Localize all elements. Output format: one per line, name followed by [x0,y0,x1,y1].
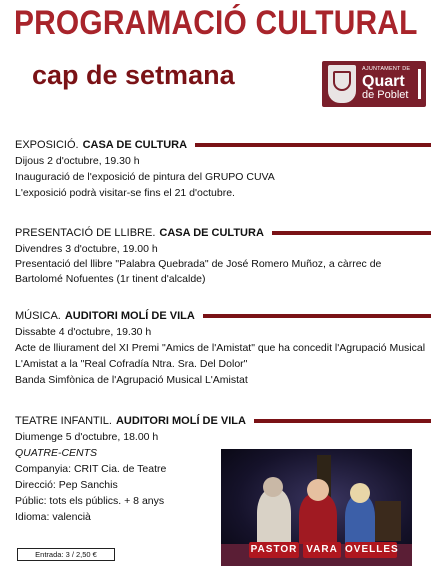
actor-right [345,495,375,549]
logo-line-1: AJUNTAMENT DE [362,66,411,73]
section-venue: CASA DE CULTURA [159,227,264,239]
section-musica [15,308,435,388]
theatre-photo [221,449,412,566]
ajuntament-logo [322,61,426,107]
section-heading [15,308,435,324]
section-venue: CASA DE CULTURA [82,139,188,151]
event-description: Inauguració de l'exposició de pintura del GRUPO CUVA [15,171,275,183]
sign-ovelles: OVELLES [345,542,397,558]
section-heading [15,225,435,241]
event-description: Acte de lliurament del XI Premi "Amics de l'Amistat" que ha concedit l'Agrupació Musical [15,342,426,354]
section-kind: PRESENTACIÓ DE LLIBRE. [15,227,156,239]
coat-of-arms-icon [328,65,356,103]
page-subtitle: cap de setmana [32,60,235,90]
play-language: Idioma: valencià [15,511,91,523]
logo-bar [418,69,421,99]
actor-left-head [263,477,283,497]
sign-vara: VARA [303,542,341,558]
actor-center [299,493,337,549]
event-note: L'exposició podrà visitar-se fins el 21 d'octubre. [15,187,235,199]
section-kind: MÚSICA. [15,310,61,322]
play-company: Companyia: CRIT Cia. de Teatre [15,463,167,475]
section-venue: AUDITORI MOLÍ DE VILA [64,310,195,322]
page-title: PROGRAMACIÓ CULTURAL [14,4,418,42]
play-audience: Públic: tots els públics. + 8 anys [15,495,165,507]
chair-prop [375,501,401,541]
section-exposicio [15,137,435,201]
section-rule [203,314,431,318]
event-date: Diumenge 5 d'octubre, 18.00 h [15,431,159,443]
event-description: L'Amistat a la "Real Cofradía Ntra. Sra. Del Dolor" [15,358,248,370]
event-performer: Banda Simfònica de l'Agrupació Musical L'Amistat [15,374,248,386]
event-date: Divendres 3 d'octubre, 19.00 h [15,243,158,255]
actor-right-head [350,483,370,503]
section-kind: EXPOSICIÓ. [15,139,79,151]
section-heading [15,137,435,153]
logo-text [362,67,410,101]
play-title: QUATRE-CENTS [15,447,98,459]
event-date: Dijous 2 d'octubre, 19.30 h [15,155,140,167]
actor-center-head [307,479,329,501]
actor-left [257,489,291,549]
section-heading [15,413,435,429]
event-date: Dissabte 4 d'octubre, 19.30 h [15,326,152,338]
section-kind: TEATRE INFANTIL. [15,415,112,427]
section-rule [195,143,431,147]
section-presentacio [15,225,435,287]
logo-line-3: de Poblet [362,88,409,101]
sign-pastor: PASTOR [249,542,299,558]
section-rule [272,231,431,235]
section-venue: AUDITORI MOLÍ DE VILA [115,415,246,427]
logo-line-2: Quart [362,72,405,90]
ticket-price: Entrada: 3 / 2,50 € [17,548,115,561]
section-rule [254,419,431,423]
event-description: Presentació del llibre "Palabra Quebrada" de José Romero Muñoz, a càrrec de Bartolomé Nofuentes (1r tinent d'alcalde) [15,258,382,285]
play-direction: Direcció: Pep Sanchis [15,479,118,491]
